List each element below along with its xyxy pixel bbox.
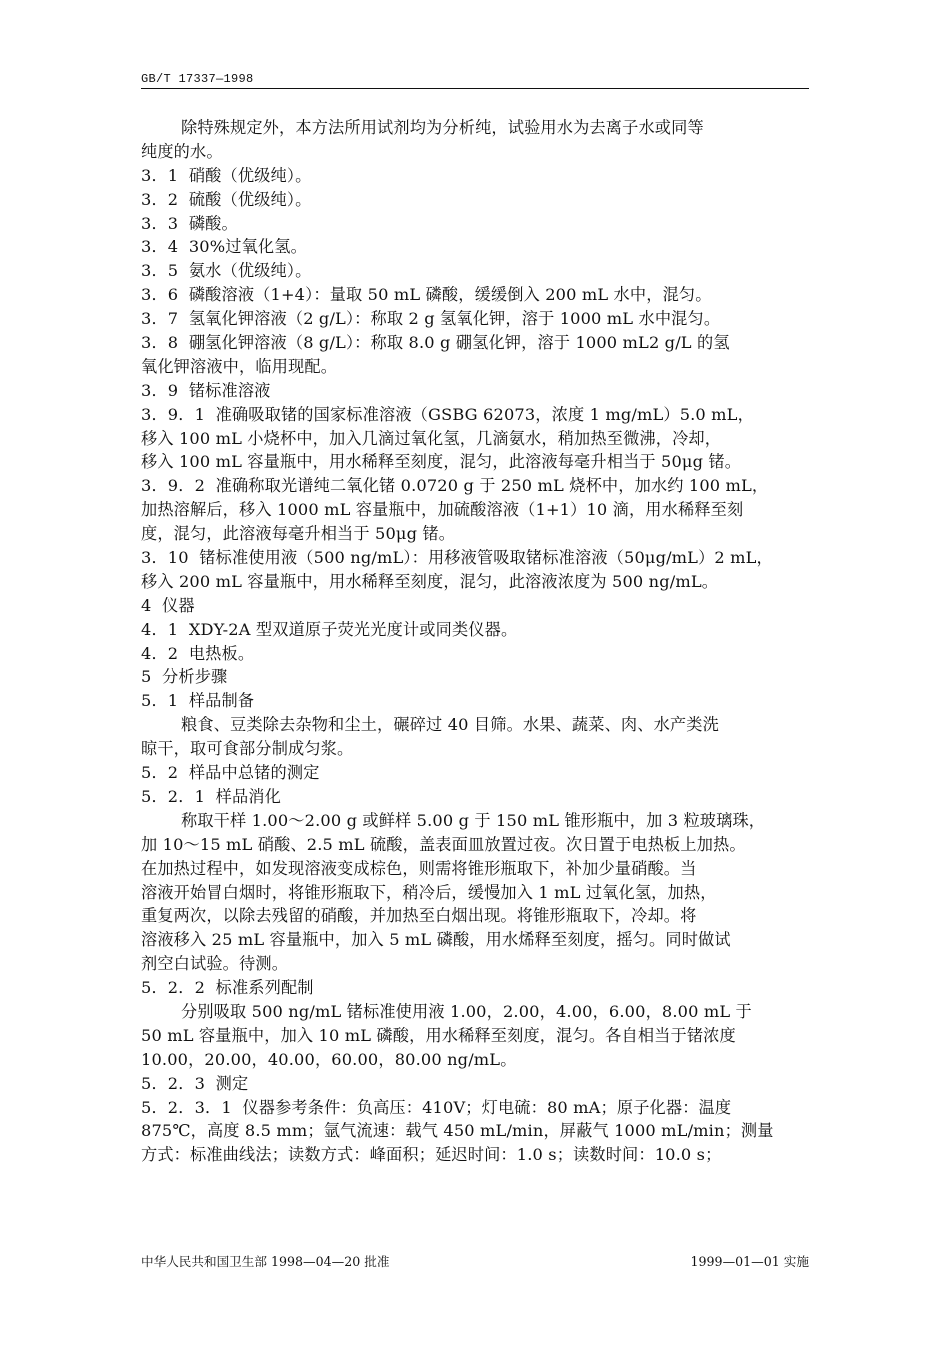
section-heading: 4 仪器 xyxy=(141,595,195,615)
text-line: 4．1 XDY-2A 型双道原子荧光光度计或同类仪器。 xyxy=(141,619,518,639)
text-line: 移入 200 mL 容量瓶中，用水稀释至刻度，混匀，此溶液浓度为 500 ng/mL。 xyxy=(141,571,719,591)
text-line: 3．10 锗标准使用液（500 ng/mL）：用移液管吸取锗标准溶液（50μg/mL）2 mL， xyxy=(141,548,773,568)
text-line: 3．9．2 准确称取光谱纯二氧化锗 0.0720 g 于 250 mL 烧杯中，加水约 100 mL， xyxy=(141,476,769,496)
text-line: 3．3 磷酸。 xyxy=(141,213,238,233)
text-line: 3．6 磷酸溶液（1+4）：量取 50 mL 磷酸，缓缓倒入 200 mL 水中，混匀。 xyxy=(141,285,712,305)
text-line: 加 10～15 mL 硝酸、2.5 mL 硫酸，盖表面皿放置过夜。次日置于电热板上加热。 xyxy=(141,834,746,854)
text-line: 分别吸取 500 ng/mL 锗标准使用液 1.00，2.00，4.00，6.00，8.00 mL 于 xyxy=(181,1001,752,1021)
text-line: 5．1 样品制备 xyxy=(141,691,255,711)
text-line: 5．2．2 标准系列配制 xyxy=(141,978,314,998)
text-line: 称取干样 1.00～2.00 g 或鲜样 5.00 g 于 150 mL 锥形瓶中，加 3 粒玻璃珠， xyxy=(181,810,766,830)
text-line: 溶液移入 25 mL 容量瓶中，加入 5 mL 磷酸，用水烯释至刻度，摇匀。同时做试 xyxy=(141,930,731,950)
text-line: 5．2 样品中总锗的测定 xyxy=(141,763,320,783)
text-line: 3．2 硫酸（优级纯）。 xyxy=(141,189,312,209)
text-line: 氧化钾溶液中，临用现配。 xyxy=(141,356,338,376)
text-line: 在加热过程中，如发现溶液变成棕色，则需将锥形瓶取下，补加少量硝酸。当 xyxy=(141,858,697,878)
text-line: 5．2．3 测定 xyxy=(141,1073,249,1093)
text-line: 875℃，高度 8.5 mm；氩气流速：载气 450 mL/min，屏蔽气 1000 mL/min；测量 xyxy=(141,1121,774,1141)
text-line: 重复两次，以除去残留的硝酸，并加热至白烟出现。将锥形瓶取下，冷却。将 xyxy=(141,906,697,926)
text-line: 3．8 硼氢化钾溶液（8 g/L）：称取 8.0 g 硼氢化钾，溶于 1000 mL2 g/L 的氢 xyxy=(141,333,730,353)
text-line: 晾干，取可食部分制成匀浆。 xyxy=(141,739,354,759)
text-line: 3．4 30%过氧化氢。 xyxy=(141,237,307,257)
body-text xyxy=(141,116,813,1167)
text-line: 3．7 氢氧化钾溶液（2 g/L）：称取 2 g 氢氧化钾，溶于 1000 mL 水中混匀。 xyxy=(141,309,721,329)
document-code: GB/T 17337—1998 xyxy=(141,72,254,86)
text-line: 3．9 锗标准溶液 xyxy=(141,380,271,400)
text-line: 5．2．3．1 仪器参考条件：负高压：410V；灯电硫：80 mA；原子化器：温度 xyxy=(141,1097,732,1117)
text-line: 溶液开始冒白烟时，将锥形瓶取下，稍冷后，缓慢加入 1 mL 过氧化氢，加热， xyxy=(141,882,717,902)
text-line: 5．2．1 样品消化 xyxy=(141,786,281,806)
text-line: 3．9．1 准确吸取锗的国家标准溶液（GSBG 62073，浓度 1 mg/mL）5.0 mL， xyxy=(141,404,754,424)
text-line: 纯度的水。 xyxy=(141,141,223,161)
text-line: 方式：标准曲线法；读数方式：峰面积；延迟时间：1.0 s；读数时间：10.0 s； xyxy=(141,1145,722,1165)
text-line: 3．1 硝酸（优级纯）。 xyxy=(141,165,312,185)
text-line: 移入 100 mL 小烧杯中，加入几滴过氧化氢，几滴氨水，稍加热至微沸，冷却， xyxy=(141,428,722,448)
header-rule xyxy=(141,88,809,89)
effective-date: 1999—01—01 实施 xyxy=(690,1254,809,1269)
page-header xyxy=(141,67,809,86)
section-heading: 5 分析步骤 xyxy=(141,667,228,687)
text-line: 粮食、豆类除去杂物和尘土，碾碎过 40 目筛。水果、蔬菜、肉、水产类洗 xyxy=(181,715,719,735)
text-line: 度，混匀，此溶液每毫升相当于 50μg 锗。 xyxy=(141,524,456,544)
text-line: 移入 100 mL 容量瓶中，用水稀释至刻度，混匀，此溶液每毫升相当于 50μg 锗。 xyxy=(141,452,742,472)
text-line: 10.00，20.00，40.00，60.00，80.00 ng/mL。 xyxy=(141,1049,517,1069)
text-line: 3．5 氨水（优级纯）。 xyxy=(141,261,312,281)
approval-note: 中华人民共和国卫生部 1998—04—20 批准 xyxy=(141,1254,390,1269)
text-line: 加热溶解后，移入 1000 mL 容量瓶中，加硫酸溶液（1+1）10 滴，用水稀释至刻 xyxy=(141,500,744,520)
text-line: 50 mL 容量瓶中，加入 10 mL 磷酸，用水稀释至刻度，混匀。各自相当于锗浓度 xyxy=(141,1025,736,1045)
text-line: 除特殊规定外，本方法所用试剂均为分析纯，试验用水为去离子水或同等 xyxy=(181,118,704,137)
text-line: 剂空白试验。待测。 xyxy=(141,954,289,974)
text-line: 4．2 电热板。 xyxy=(141,643,255,663)
